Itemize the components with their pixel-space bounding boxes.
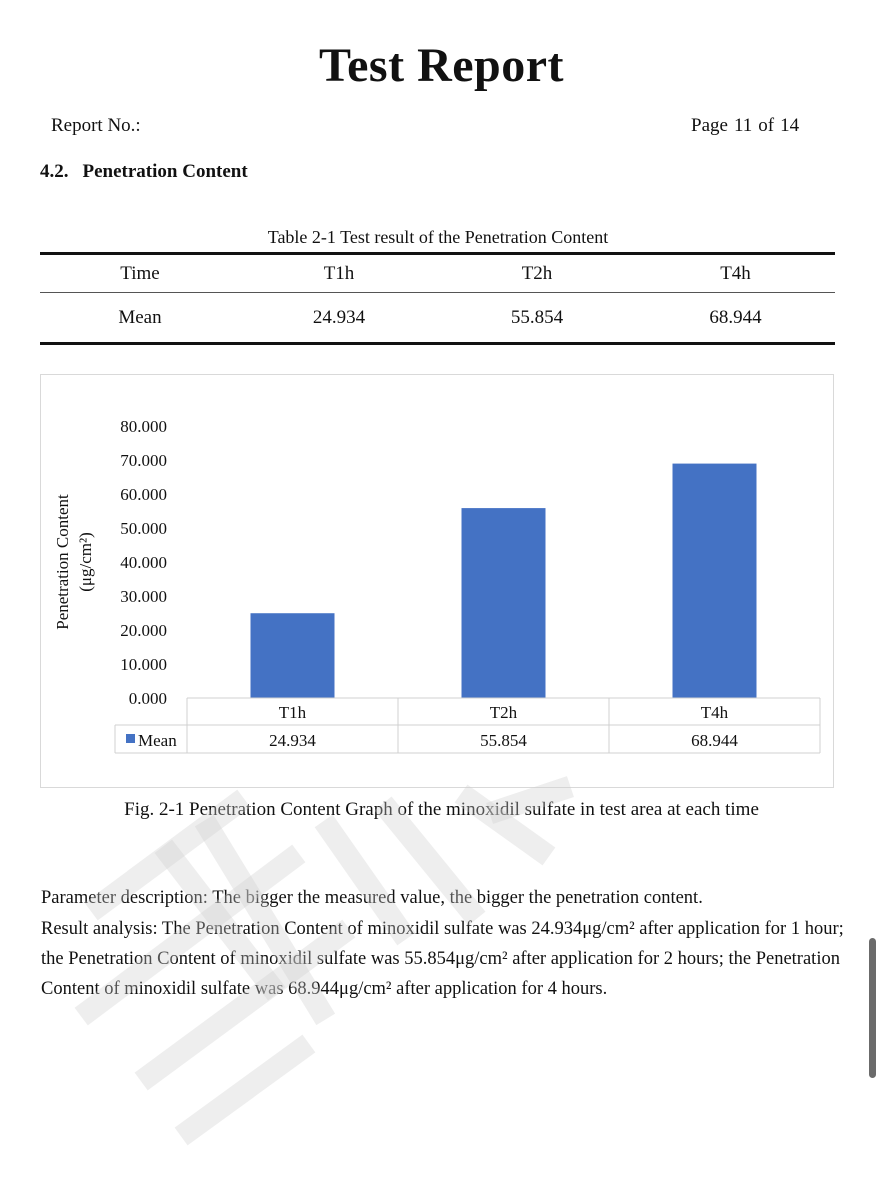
page-indicator [691, 115, 805, 137]
bar [462, 508, 546, 698]
x-tick-label: T4h [700, 703, 729, 722]
y-tick-label: 20.000 [120, 621, 167, 640]
figure-caption: Fig. 2-1 Penetration Content Graph of the minoxidil sulfate in test area at each time [124, 799, 759, 820]
page-word: Page [691, 115, 728, 136]
table-cell: 68.944 [636, 293, 835, 344]
table-header-cell: T4h [636, 254, 835, 293]
table-cell: 55.854 [438, 293, 636, 344]
report-title: Test Report [318, 39, 565, 92]
y-tick-label: 30.000 [120, 587, 167, 606]
section-number: 4.2. [40, 161, 69, 182]
scrollbar-thumb[interactable] [869, 938, 876, 1078]
y-axis-title: Penetration Content [53, 494, 72, 630]
table-cell: Mean [40, 293, 240, 344]
bar [673, 464, 757, 698]
y-tick-label: 40.000 [120, 553, 167, 572]
table-row-mean [40, 293, 835, 344]
parameter-description: Parameter description: The bigger the measured value, the bigger the penetration content. [41, 888, 703, 908]
section-title: Penetration Content [82, 161, 248, 182]
table-header-cell: Time [40, 254, 240, 293]
page-current: 11 [733, 115, 753, 136]
data-table-value: 55.854 [480, 731, 527, 750]
chart-container [40, 374, 834, 788]
page-of: of [758, 115, 775, 136]
table-header-cell: T1h [240, 254, 438, 293]
x-tick-label: T1h [278, 703, 307, 722]
y-tick-label: 50.000 [120, 519, 167, 538]
x-tick-label: T2h [489, 703, 518, 722]
result-analysis: Result analysis: The Penetration Content of minoxidil sulfate was 24.934μg/cm² after application for 1 hour; the Penetration Content of minoxidil sulfate was 55.854μg/cm² after application for 2 hours; the Penetration Content of minoxidil sulfate was 68.944μg/cm² after application for 4 hours. [41, 919, 844, 999]
y-tick-label: 70.000 [120, 451, 167, 470]
table-cell: 24.934 [240, 293, 438, 344]
data-table-value: 24.934 [269, 731, 316, 750]
page-total: 14 [780, 115, 800, 136]
y-tick-label: 0.000 [128, 689, 167, 708]
table-header-cell: T2h [438, 254, 636, 293]
section-heading [40, 161, 248, 183]
legend-label: Mean [138, 731, 177, 750]
result-table [40, 252, 835, 345]
y-tick-label: 60.000 [120, 485, 167, 504]
y-tick-label: 80.000 [120, 417, 167, 436]
report-number-label: Report No.: [51, 115, 141, 136]
table-caption: Table 2-1 Test result of the Penetration Content [267, 227, 609, 247]
bar [251, 613, 335, 698]
y-axis-unit: (μg/cm²) [76, 532, 95, 592]
y-tick-label: 10.000 [120, 655, 167, 674]
bar-chart [41, 375, 835, 789]
legend-swatch [126, 734, 135, 743]
table-header-row [40, 254, 835, 293]
data-table-value: 68.944 [691, 731, 738, 750]
